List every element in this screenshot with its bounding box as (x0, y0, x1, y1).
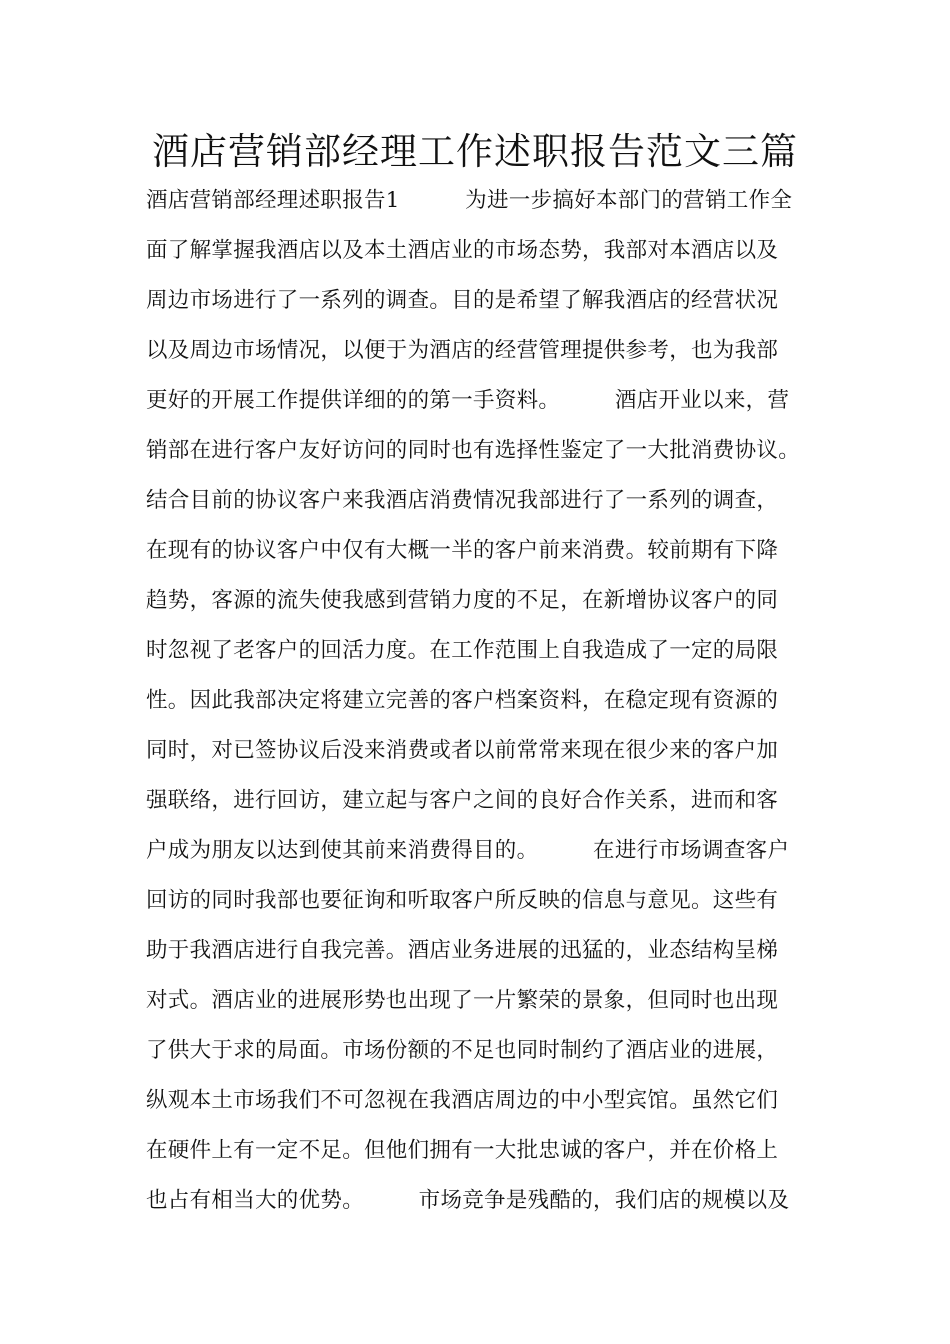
body-line: 回访的同时我部也要征询和听取客户所反映的信息与意见。这些有 (146, 888, 779, 913)
document-body (146, 176, 826, 1226)
body-line: 户成为朋友以达到使其前来消费得目的。 在进行市场调查客户 (146, 838, 790, 863)
body-line: 周边市场进行了一系列的调查。目的是希望了解我酒店的经营状况 (146, 288, 779, 313)
document-title: 酒店营销部经理工作述职报告范文三篇 (152, 130, 798, 173)
body-line: 对式。酒店业的进展形势也出现了一片繁荣的景象，但同时也出现 (146, 988, 779, 1013)
body-line: 性。因此我部决定将建立完善的客户档案资料，在稳定现有资源的 (146, 688, 779, 713)
body-line: 纵观本土市场我们不可忽视在我酒店周边的中小型宾馆。虽然它们 (146, 1088, 779, 1113)
body-line: 在现有的协议客户中仅有大概一半的客户前来消费。较前期有下降 (146, 538, 779, 563)
body-line: 以及周边市场情况，以便于为酒店的经营管理提供参考，也为我部 (146, 338, 779, 363)
body-line: 面了解掌握我酒店以及本土酒店业的市场态势，我部对本酒店以及 (146, 238, 779, 263)
body-line: 更好的开展工作提供详细的的第一手资料。 酒店开业以来，营 (146, 388, 790, 413)
body-line: 趋势，客源的流失使我感到营销力度的不足，在新增协议客户的同 (146, 588, 779, 613)
body-line: 结合目前的协议客户来我酒店消费情况我部进行了一系列的调查， (146, 488, 779, 513)
body-line: 酒店营销部经理述职报告1 为进一步搞好本部门的营销工作全 (146, 188, 793, 213)
body-line: 同时，对已签协议后没来消费或者以前常常来现在很少来的客户加 (146, 738, 779, 763)
body-line: 在硬件上有一定不足。但他们拥有一大批忠诚的客户，并在价格上 (146, 1138, 779, 1163)
body-line: 也占有相当大的优势。 市场竞争是残酷的，我们店的规模以及 (146, 1188, 790, 1213)
body-line: 时忽视了老客户的回活力度。在工作范围上自我造成了一定的局限 (146, 638, 779, 663)
body-line: 了供大于求的局面。市场份额的不足也同时制约了酒店业的进展， (146, 1038, 779, 1063)
body-line: 助于我酒店进行自我完善。酒店业务进展的迅猛的，业态结构呈梯 (146, 938, 779, 963)
body-line: 销部在进行客户友好访问的同时也有选择性鉴定了一大批消费协议。 (146, 438, 801, 463)
body-line: 强联络，进行回访，建立起与客户之间的良好合作关系，进而和客 (146, 788, 779, 813)
